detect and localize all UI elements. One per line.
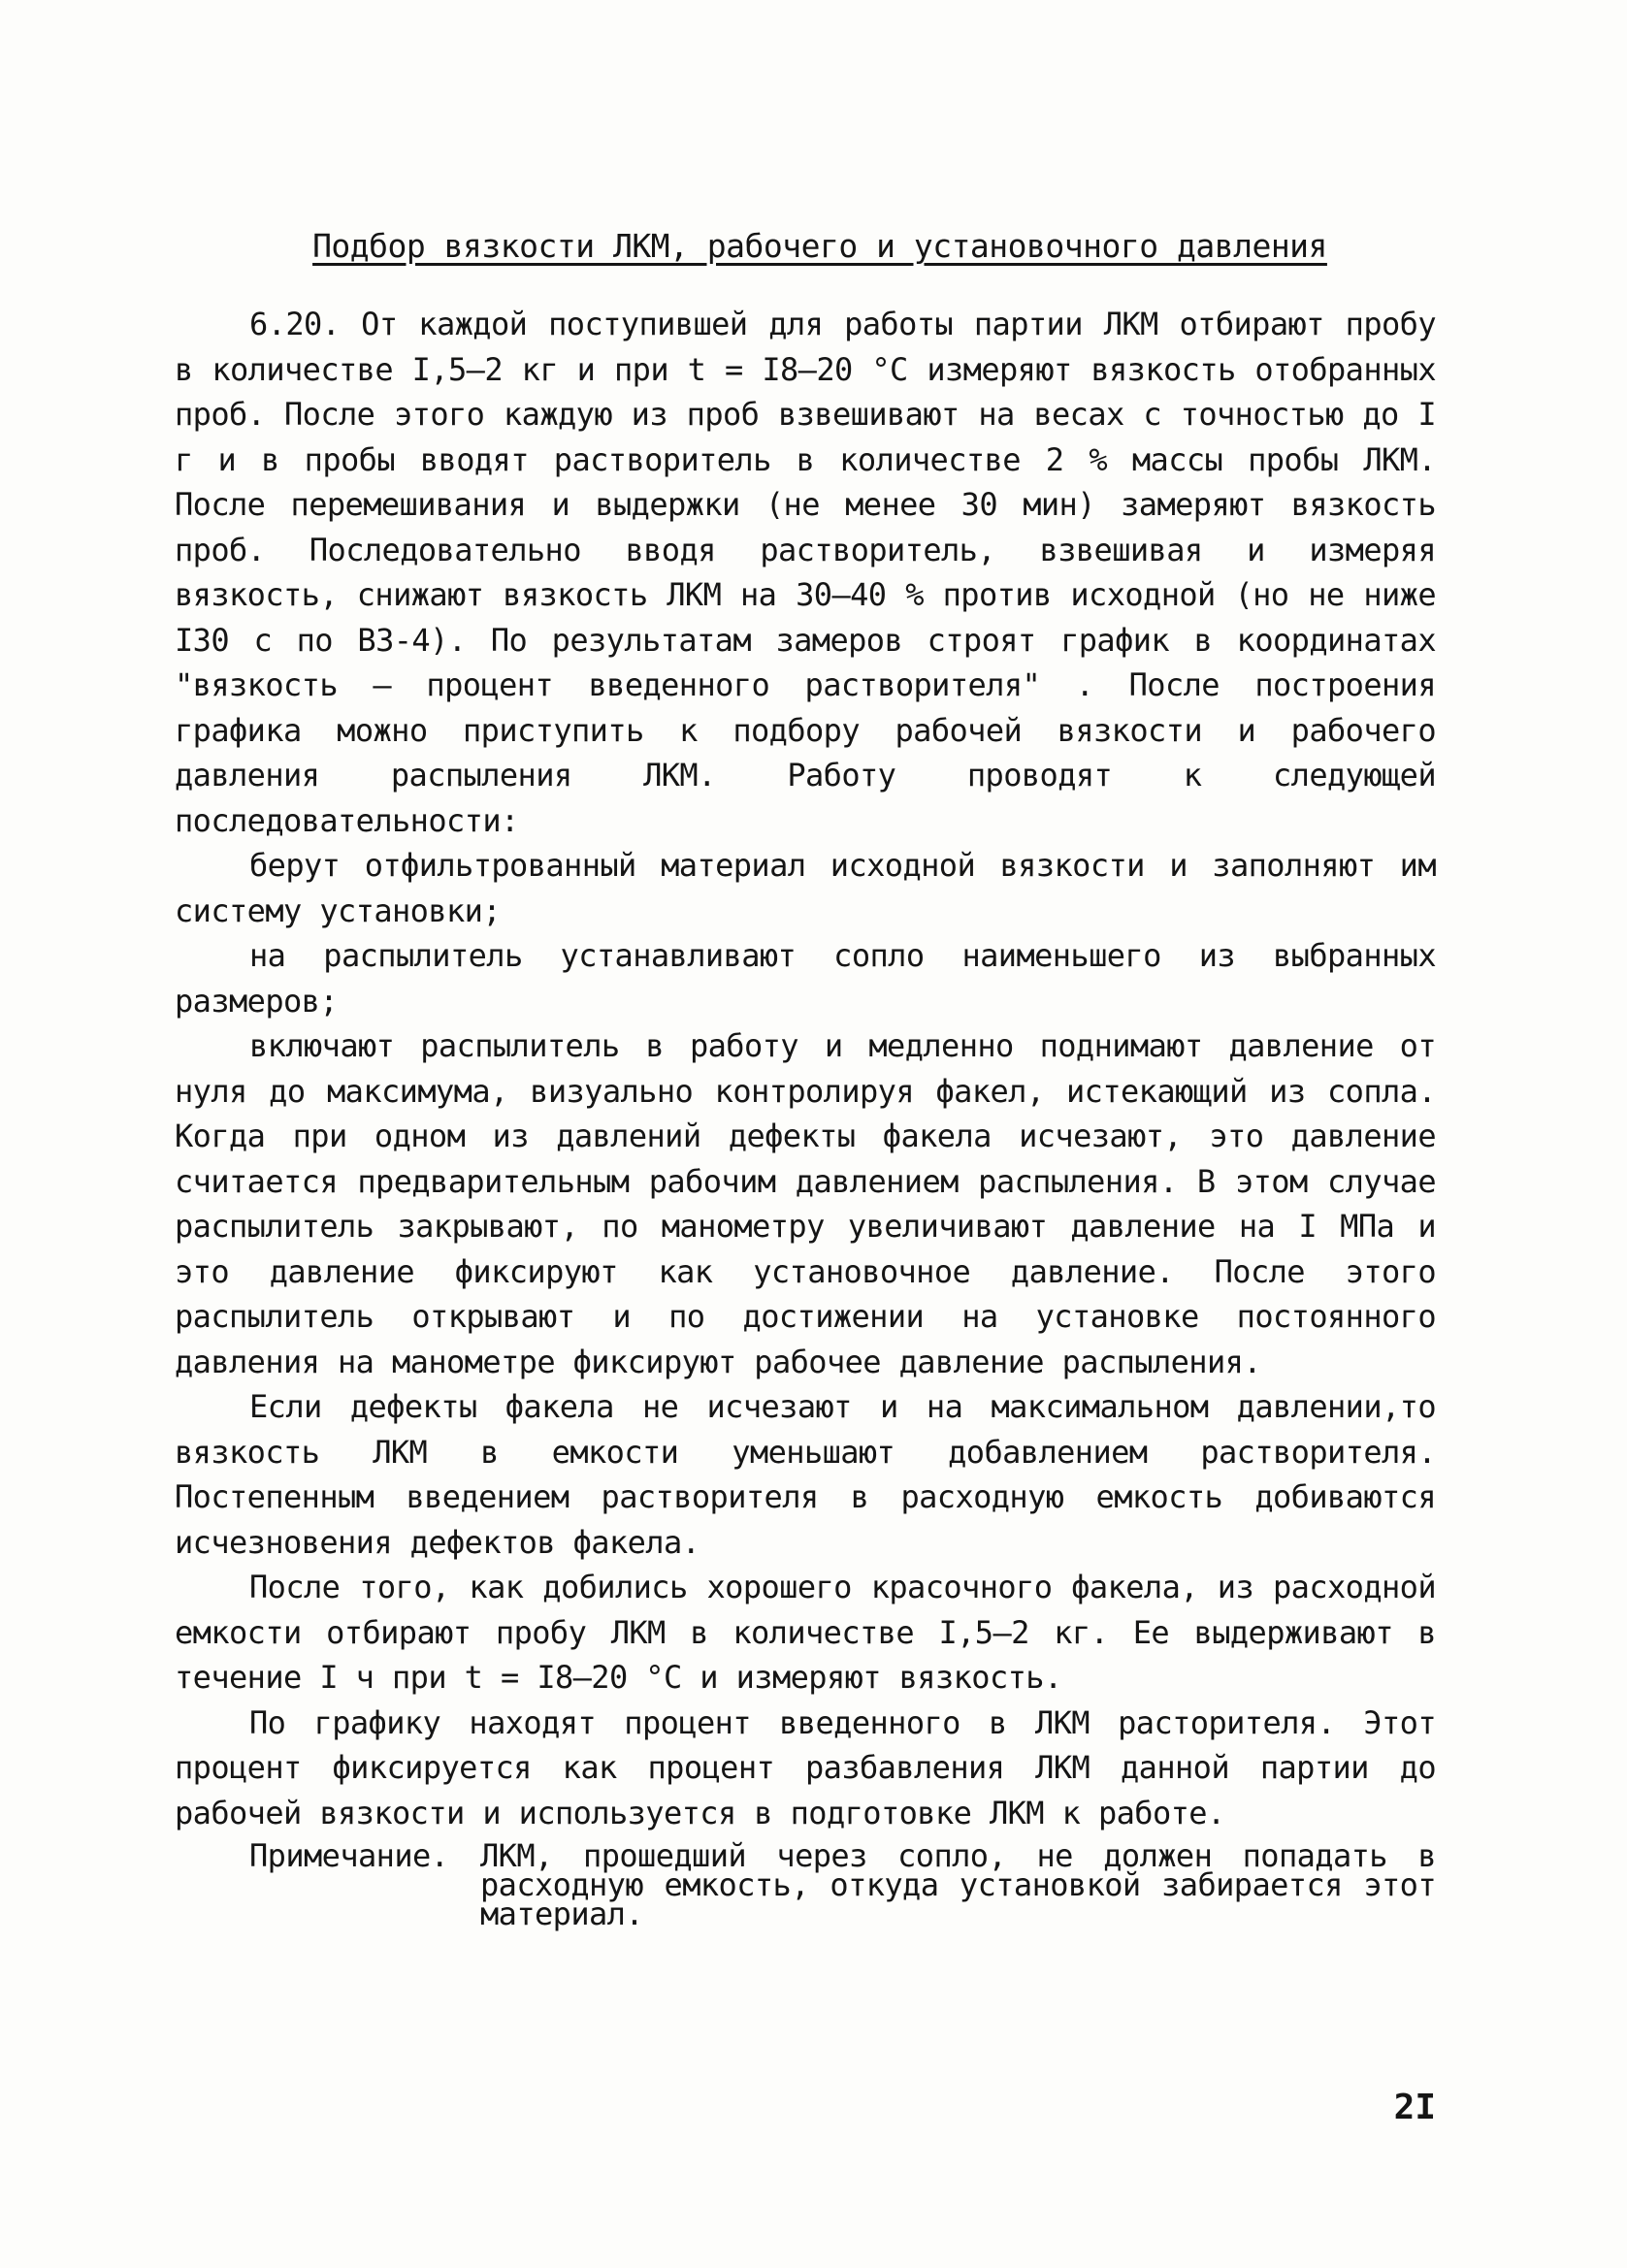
- paragraph-6-20: 6.20. От каждой поступившей для работы партии ЛКМ отбирают пробу в количестве I,5–2 кг и при t = I8–20 °C измеряют вязкость отобранных проб. После этого каждую из проб взвешивают на весах с точностью до I г и в пробы вводят растворитель в количестве 2 % массы пробы ЛКМ. После перемешивания и выдержки (не менее 30 мин) замеряют вязкость проб. Последовательно вводя растворитель, взвешивая и измеряя вязкость, снижают вязкость ЛКМ на 30–40 % против исходной (но не ниже I30 с по ВЗ-4). По результатам замеров строят график в координатах "вязкость – процент введенного растворителя" . После построения графика можно приступить к подбору рабочей вязкости и рабочего давления распыления ЛКМ. Работу проводят к следующей последовательности:: [175, 306, 1436, 839]
- note-block: [175, 1837, 1436, 1932]
- note-text: ЛКМ, прошедший через сопло, не должен попадать в расходную емкость, откуда установкой забирается этот материал.: [480, 1837, 1436, 1932]
- paragraph-graph-percent: По графику находят процент введенного в ЛКМ расторителя. Этот процент фиксируется как процент разбавления ЛКМ данной партии до рабочей вязкости и используется в подготовке ЛКМ к работе.: [175, 1703, 1436, 1831]
- step-install-nozzle: на распылитель устанавливают сопло наименьшего из выбранных размеров;: [175, 937, 1436, 1020]
- step-fill-system: берут отфильтрованный материал исходной вязкости и заполняют им систему установки;: [175, 847, 1436, 929]
- note-label: Примечание.: [249, 1837, 449, 1874]
- step-raise-pressure: включают распылитель в работу и медленно поднимают давление от нуля до максимума, визуально контролируя факел, истекающий из сопла. Когда при одном из давлений дефекты факела исчезают, это давление считается предварительным рабочим давлением распыления. В этом случае распылитель закрывают, по манометру увеличивают давление на I МПа и это давление фиксируют как установочное давление. После этого распылитель открывают и по достижении на установке постоянного давления на манометре фиксируют рабочее давление распыления.: [175, 1027, 1436, 1380]
- page-number: 2I: [1393, 2088, 1436, 2127]
- paragraph-defects-persist: Если дефекты факела не исчезают и на максимальном давлении,то вязкость ЛКМ в емкости уменьшают добавлением растворителя. Постепенным введением растворителя в расходную емкость добиваются исчезновения дефектов факела.: [175, 1388, 1436, 1561]
- paragraph-sample-after: После того, как добились хорошего красочного факела, из расходной емкости отбирают пробу ЛКМ в количестве I,5–2 кг. Ее выдерживают в течение I ч при t = I8–20 °C и измеряют вязкость.: [175, 1569, 1436, 1696]
- document-body: [175, 302, 1436, 1932]
- section-title: Подбор вязкости ЛКМ, рабочего и установочного давления: [312, 227, 1327, 265]
